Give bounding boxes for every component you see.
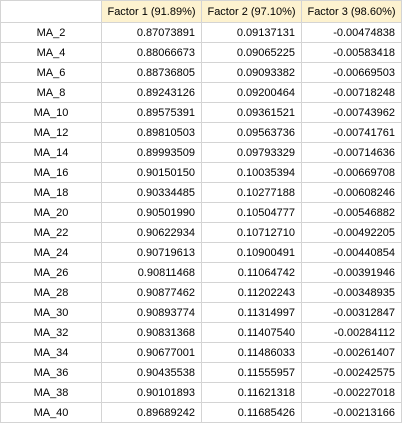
row-name-cell[interactable]: MA_38: [1, 383, 102, 403]
factor-3-value-cell[interactable]: -0.00213166: [302, 403, 402, 423]
factor-1-value-cell[interactable]: 0.90877462: [102, 283, 202, 303]
factor-1-value-cell[interactable]: 0.88066673: [102, 43, 202, 63]
factor-2-value-cell[interactable]: 0.09137131: [202, 23, 302, 43]
table-row[interactable]: [1, 223, 402, 243]
table-row[interactable]: [1, 263, 402, 283]
table-row[interactable]: [1, 203, 402, 223]
table-row[interactable]: [1, 83, 402, 103]
row-name-cell[interactable]: MA_26: [1, 263, 102, 283]
factor-1-value-cell[interactable]: 0.89993509: [102, 143, 202, 163]
factor-1-value-cell[interactable]: 0.89689242: [102, 403, 202, 423]
factor-3-value-cell[interactable]: -0.00227018: [302, 383, 402, 403]
table-row[interactable]: [1, 123, 402, 143]
factor-3-value-cell[interactable]: -0.00718248: [302, 83, 402, 103]
factor-2-value-cell[interactable]: 0.11555957: [202, 363, 302, 383]
factor-1-value-cell[interactable]: 0.89810503: [102, 123, 202, 143]
row-name-cell[interactable]: MA_10: [1, 103, 102, 123]
row-name-cell[interactable]: MA_2: [1, 23, 102, 43]
factor-2-value-cell[interactable]: 0.11486033: [202, 343, 302, 363]
factor-3-value-cell[interactable]: -0.00608246: [302, 183, 402, 203]
row-name-cell[interactable]: MA_24: [1, 243, 102, 263]
factor-3-value-cell[interactable]: -0.00261407: [302, 343, 402, 363]
factor-2-value-cell[interactable]: 0.11621318: [202, 383, 302, 403]
corner-cell: [1, 1, 102, 23]
factor-2-value-cell[interactable]: 0.10900491: [202, 243, 302, 263]
factor-3-value-cell[interactable]: -0.00492205: [302, 223, 402, 243]
row-name-cell[interactable]: MA_22: [1, 223, 102, 243]
factor-1-value-cell[interactable]: 0.90677001: [102, 343, 202, 363]
factor-2-value-cell[interactable]: 0.10712710: [202, 223, 302, 243]
factor-3-value-cell[interactable]: -0.00391946: [302, 263, 402, 283]
factor-2-value-cell[interactable]: 0.09093382: [202, 63, 302, 83]
factor-2-value-cell[interactable]: 0.11685426: [202, 403, 302, 423]
table-row[interactable]: [1, 363, 402, 383]
factor-1-value-cell[interactable]: 0.89243126: [102, 83, 202, 103]
row-name-cell[interactable]: MA_12: [1, 123, 102, 143]
header-row: [1, 1, 402, 23]
factor-1-value-cell[interactable]: 0.90811468: [102, 263, 202, 283]
factor-1-value-cell[interactable]: 0.89575391: [102, 103, 202, 123]
factor-2-value-cell[interactable]: 0.10035394: [202, 163, 302, 183]
factor-3-value-cell[interactable]: -0.00741761: [302, 123, 402, 143]
table-row[interactable]: [1, 23, 402, 43]
factor-3-value-cell[interactable]: -0.00669708: [302, 163, 402, 183]
factor-2-value-cell[interactable]: 0.11314997: [202, 303, 302, 323]
row-name-cell[interactable]: MA_20: [1, 203, 102, 223]
factor-1-value-cell[interactable]: 0.90831368: [102, 323, 202, 343]
factor-1-value-cell[interactable]: 0.88736805: [102, 63, 202, 83]
row-name-cell[interactable]: MA_36: [1, 363, 102, 383]
factor-1-value-cell[interactable]: 0.90893774: [102, 303, 202, 323]
factor-2-value-cell[interactable]: 0.09563736: [202, 123, 302, 143]
row-name-cell[interactable]: MA_30: [1, 303, 102, 323]
table-row[interactable]: [1, 343, 402, 363]
table-row[interactable]: [1, 383, 402, 403]
factor-2-value-cell[interactable]: 0.11064742: [202, 263, 302, 283]
table-body: [1, 23, 402, 423]
table-row[interactable]: [1, 163, 402, 183]
table-row[interactable]: [1, 63, 402, 83]
row-name-cell[interactable]: MA_34: [1, 343, 102, 363]
row-name-cell[interactable]: MA_6: [1, 63, 102, 83]
factor-3-value-cell[interactable]: -0.00242575: [302, 363, 402, 383]
factor-2-value-cell[interactable]: 0.10277188: [202, 183, 302, 203]
factor-1-value-cell[interactable]: 0.90719613: [102, 243, 202, 263]
table-row[interactable]: [1, 43, 402, 63]
factor-2-value-cell[interactable]: 0.09065225: [202, 43, 302, 63]
factor-3-value-cell[interactable]: -0.00348935: [302, 283, 402, 303]
factor-1-value-cell[interactable]: 0.90150150: [102, 163, 202, 183]
row-name-cell[interactable]: MA_8: [1, 83, 102, 103]
column-header-factor-2[interactable]: Factor 2 (97.10%): [202, 1, 302, 23]
factor-3-value-cell[interactable]: -0.00546882: [302, 203, 402, 223]
table-row[interactable]: [1, 403, 402, 423]
factor-1-value-cell[interactable]: 0.87073891: [102, 23, 202, 43]
table-row[interactable]: [1, 303, 402, 323]
table-header: [1, 1, 402, 23]
factor-3-value-cell[interactable]: -0.00474838: [302, 23, 402, 43]
factor-1-value-cell[interactable]: 0.90435538: [102, 363, 202, 383]
factor-2-value-cell[interactable]: 0.09793329: [202, 143, 302, 163]
row-name-cell[interactable]: MA_32: [1, 323, 102, 343]
row-name-cell[interactable]: MA_14: [1, 143, 102, 163]
row-name-cell[interactable]: MA_28: [1, 283, 102, 303]
factor-2-value-cell[interactable]: 0.10504777: [202, 203, 302, 223]
row-name-cell[interactable]: MA_18: [1, 183, 102, 203]
row-name-cell[interactable]: MA_16: [1, 163, 102, 183]
factor-2-value-cell[interactable]: 0.11407540: [202, 323, 302, 343]
factor-2-value-cell[interactable]: 0.09361521: [202, 103, 302, 123]
row-name-cell[interactable]: MA_4: [1, 43, 102, 63]
table-row[interactable]: [1, 323, 402, 343]
factor-3-value-cell[interactable]: -0.00583418: [302, 43, 402, 63]
factor-3-value-cell[interactable]: -0.00669503: [302, 63, 402, 83]
factor-1-value-cell[interactable]: 0.90622934: [102, 223, 202, 243]
table-row[interactable]: [1, 283, 402, 303]
factor-2-value-cell[interactable]: 0.11202243: [202, 283, 302, 303]
factor-1-value-cell[interactable]: 0.90501990: [102, 203, 202, 223]
factor-3-value-cell[interactable]: -0.00714636: [302, 143, 402, 163]
table-row[interactable]: [1, 243, 402, 263]
factor-2-value-cell[interactable]: 0.09200464: [202, 83, 302, 103]
factor-3-value-cell[interactable]: -0.00312847: [302, 303, 402, 323]
column-header-factor-3[interactable]: Factor 3 (98.60%): [302, 1, 402, 23]
factor-3-value-cell[interactable]: -0.00440854: [302, 243, 402, 263]
table-row[interactable]: [1, 183, 402, 203]
factor-1-value-cell[interactable]: 0.90334485: [102, 183, 202, 203]
factor-3-value-cell[interactable]: -0.00743962: [302, 103, 402, 123]
column-header-factor-1[interactable]: Factor 1 (91.89%): [102, 1, 202, 23]
table-row[interactable]: [1, 143, 402, 163]
row-name-cell[interactable]: MA_40: [1, 403, 102, 423]
factor-1-value-cell[interactable]: 0.90101893: [102, 383, 202, 403]
table-row[interactable]: [1, 103, 402, 123]
factor-3-value-cell[interactable]: -0.00284112: [302, 323, 402, 343]
